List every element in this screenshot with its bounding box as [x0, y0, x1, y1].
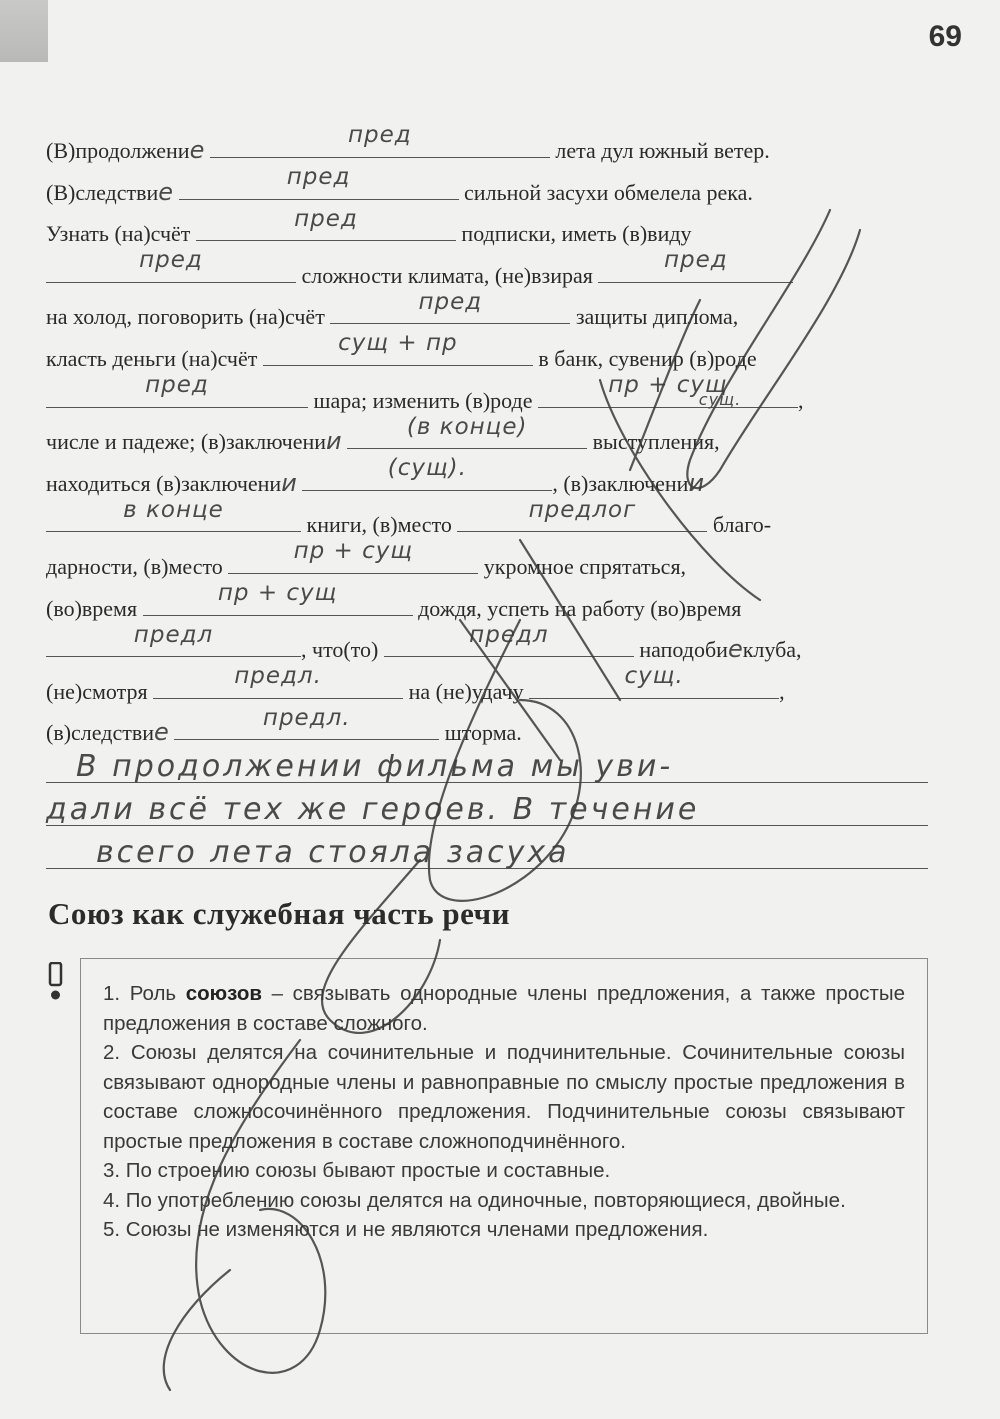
line-text: на холод, поговорить (на)счёт [46, 304, 325, 330]
handwritten-answer: пр + сущ [217, 579, 338, 606]
answer-blank[interactable] [598, 247, 793, 283]
answer-blank[interactable] [263, 330, 533, 366]
answer-blank[interactable] [302, 455, 552, 491]
handwritten-letter: и [281, 468, 297, 497]
answer-blank[interactable] [153, 663, 403, 699]
rule-keyword: союзов [185, 982, 262, 1005]
line-text: (в)следстви [46, 720, 154, 746]
handwritten-letter: е [727, 635, 743, 664]
section-title: Союз как служебная часть речи [48, 896, 510, 931]
answer-blank[interactable] [457, 496, 707, 532]
exercise-line [46, 538, 926, 588]
rule-item: 5. Союзы не изменяются и не являются членами предложения. [103, 1218, 709, 1241]
handwritten-letter: е [189, 136, 205, 164]
answer-blank[interactable] [174, 704, 439, 740]
line-text: находиться (в)заключени [46, 470, 282, 496]
line-text: сложности климата, (не)взирая [301, 262, 593, 288]
answer-blank[interactable] [46, 496, 301, 532]
answer-blank[interactable] [228, 538, 478, 574]
writing-line[interactable] [46, 826, 928, 869]
handwritten-sentence: дали всё тех же героев. В течение [46, 792, 700, 827]
exercise-line [46, 413, 926, 463]
handwritten-answer: предлог [528, 496, 637, 523]
handwritten-answer: предл. [234, 663, 322, 690]
line-text: числе и падеже; (в)заключени [46, 429, 327, 455]
handwritten-answer: сущ + пр [338, 330, 458, 357]
answer-blank[interactable] [179, 164, 459, 200]
line-text: благо- [712, 512, 772, 538]
exercise-line [46, 164, 926, 214]
line-text: дарности, (в)место [46, 553, 223, 579]
exercise-line [46, 496, 926, 546]
exercise-line [46, 247, 926, 297]
handwritten-answer: пред [145, 371, 209, 398]
rule-item: 3. По строению союзы бывают простые и составные. [103, 1159, 611, 1182]
exercise-line [46, 288, 926, 338]
line-text: на (не)удачу [408, 678, 524, 704]
line-text: (В)следстви [46, 179, 159, 205]
exercise-line [46, 663, 926, 713]
line-text: защиты диплома, [575, 304, 739, 330]
exercise-block [46, 122, 926, 754]
writing-line[interactable] [46, 783, 928, 826]
page-number: 69 [928, 20, 962, 53]
line-text: подписки, иметь (в)виду [461, 221, 692, 247]
answer-blank[interactable] [143, 579, 413, 616]
handwritten-sentences [46, 740, 928, 869]
handwritten-answer: (в конце) [406, 413, 528, 440]
info-exclamation-icon [48, 962, 64, 1004]
handwritten-note: сущ. [698, 389, 742, 409]
handwritten-answer: предл. [262, 704, 351, 731]
handwritten-answer: в конце [123, 496, 224, 523]
line-text: книги, (в)место [306, 512, 452, 538]
handwritten-answer: пр + сущ [293, 538, 414, 565]
rule-item: 2. Союзы делятся на сочинительные и подчинительные. Сочинительные союзы связывают однородные члены и равноправные по смыслу простые предложения в составе сложносочинённого предложения. Подчинительные союзы связывают простые предложения в составе сложноподчинённого. [103, 1041, 905, 1153]
line-text: в банк, сувенир (в)роде [538, 345, 757, 371]
rule-item [103, 979, 905, 1038]
line-text: , [779, 678, 785, 704]
handwritten-sentence: всего лета стояла засуха [96, 835, 570, 870]
exercise-line [46, 122, 926, 172]
line-text: шторма. [444, 720, 522, 746]
writing-line[interactable] [46, 740, 928, 783]
handwritten-answer: сущ. [624, 663, 684, 690]
line-text: укромное спрятаться, [483, 553, 687, 579]
answer-blank[interactable] [46, 247, 296, 283]
handwritten-answer: (сущ). [387, 455, 467, 482]
line-text: , что(то) [301, 637, 379, 663]
answer-blank[interactable] [46, 371, 308, 408]
handwritten-answer: пред [418, 288, 483, 315]
answer-blank[interactable] [384, 621, 634, 657]
exercise-line [46, 621, 926, 671]
handwritten-answer: предл [133, 621, 214, 648]
rule-item: 4. По употреблению союзы делятся на одиночные, повторяющиеся, двойные. [103, 1188, 846, 1212]
answer-blank[interactable] [196, 205, 456, 241]
handwritten-answer: пред [347, 122, 412, 149]
handwritten-answer: пр + сущ [608, 371, 728, 398]
handwritten-answer: предл [469, 621, 549, 648]
line-text: , (в)заключени [552, 470, 689, 496]
answer-blank[interactable] [538, 371, 798, 409]
line-text: наподоби [639, 637, 728, 663]
handwritten-answer: пред [286, 164, 351, 190]
line-text: дождя, успеть на работу (во)время [418, 595, 742, 621]
handwritten-answer: пред [294, 205, 358, 232]
answer-blank[interactable] [330, 288, 570, 324]
line-text: (во)время [46, 595, 138, 621]
line-text: (В)продолжени [46, 138, 190, 163]
rule-box [80, 958, 928, 1334]
handwritten-letter: и [688, 468, 705, 497]
answer-blank[interactable] [46, 621, 301, 657]
line-text: лета дул южный ветер. [555, 138, 770, 163]
handwritten-answer: пред [139, 247, 203, 274]
handwritten-letter: е [154, 718, 169, 747]
rule-text: – связывать однородные члены предложения, а также простые предложения в составе сложного. [103, 982, 905, 1035]
line-text: (не)смотря [46, 678, 148, 704]
line-text: Узнать (на)счёт [46, 221, 191, 247]
rule-text: 1. Роль [103, 982, 186, 1005]
handwritten-letter: е [158, 177, 174, 206]
line-text: клуба, [742, 637, 802, 663]
handwritten-letter: и [326, 427, 342, 456]
answer-blank[interactable] [347, 413, 587, 449]
line-text: сильной засухи обмелела река. [464, 179, 753, 205]
answer-blank[interactable] [529, 663, 779, 699]
handwritten-answer: пред [664, 247, 728, 274]
line-text: выступления, [592, 429, 720, 455]
answer-blank[interactable] [210, 122, 550, 158]
corner-tab [0, 0, 48, 62]
line-text: шара; изменить (в)роде [313, 387, 533, 413]
handwritten-sentence: В продолжении фильма мы уви- [76, 749, 674, 784]
line-text: , [797, 387, 804, 413]
line-text: класть деньги (на)счёт [46, 345, 258, 371]
